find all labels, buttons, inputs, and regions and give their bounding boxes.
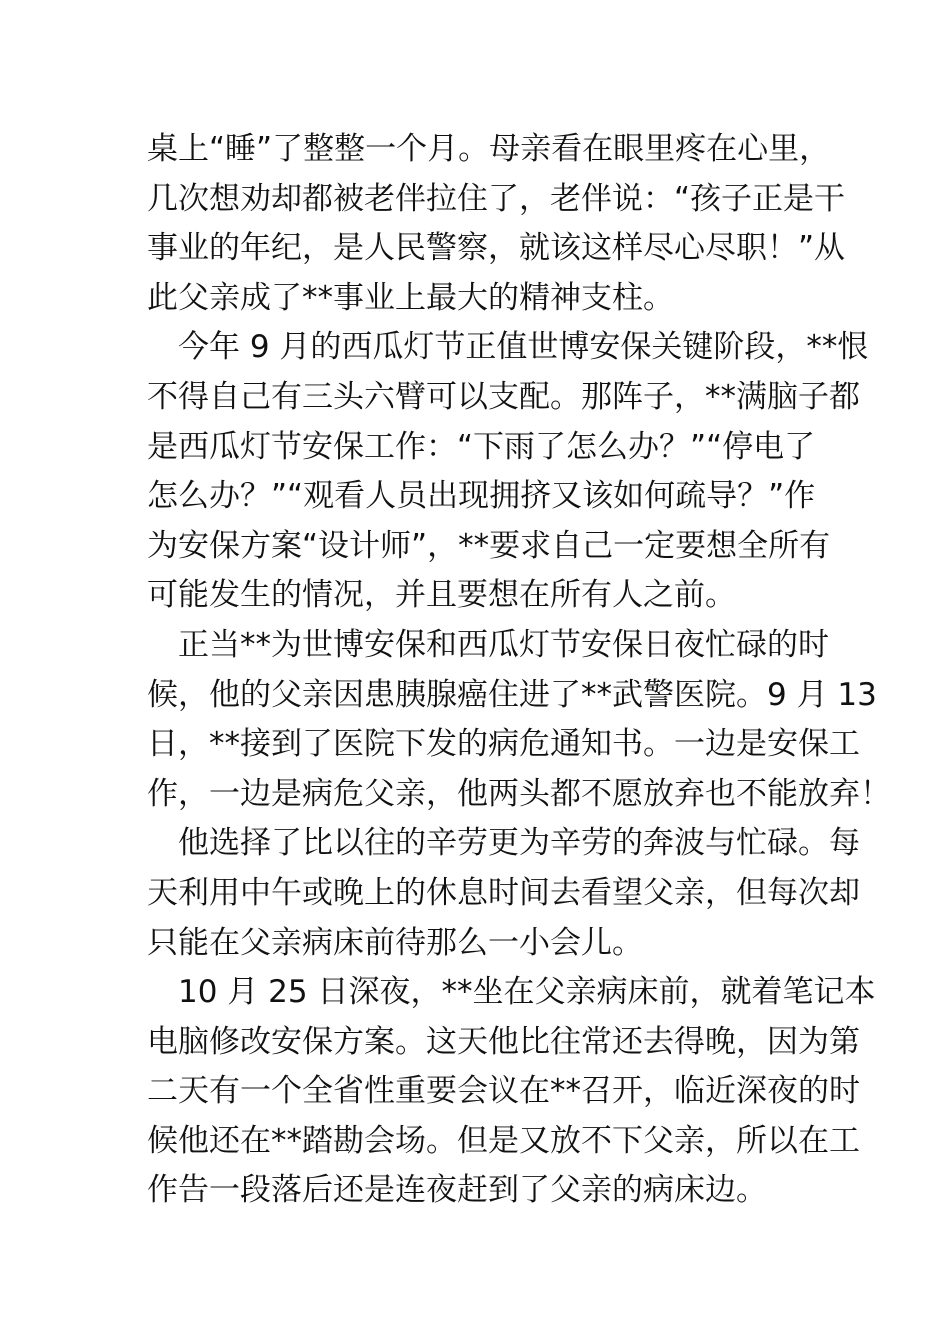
document-body <box>147 125 891 1216</box>
paragraph-4 <box>147 819 860 968</box>
text-line: 候他还在**踏勘会场。但是又放不下父亲，所以在工 <box>147 1122 860 1159</box>
text-line: 二天有一个全省性重要会议在**召开，临近深夜的时 <box>147 1073 860 1110</box>
text-line: 他选择了比以往的辛劳更为辛劳的奔波与忙碌。每 <box>147 825 860 862</box>
text-line: 今年 9 月的西瓜灯节正值世博安保关键阶段，**恨 <box>147 329 869 366</box>
text-line: 作，一边是病危父亲，他两头都不愿放弃也不能放弃！ <box>147 775 891 812</box>
text-line: 日，**接到了医院下发的病危通知书。一边是安保工 <box>147 726 860 763</box>
text-line: 正当**为世博安保和西瓜灯节安保日夜忙碌的时 <box>147 626 829 663</box>
text-line: 10 月 25 日深夜，**坐在父亲病床前，就着笔记本 <box>147 974 876 1011</box>
text-line: 不得自己有三头六臂可以支配。那阵子，**满脑子都 <box>147 378 860 415</box>
text-line: 电脑修改安保方案。这天他比往常还去得晚，因为第 <box>147 1023 860 1060</box>
text-line: 几次想劝却都被老伴拉住了，老伴说：“孩子正是干 <box>147 180 846 217</box>
text-line: 作告一段落后还是连夜赶到了父亲的病床边。 <box>147 1172 767 1209</box>
paragraph-5 <box>147 968 876 1216</box>
text-line: 怎么办？”“观看人员出现拥挤又该如何疏导？”作 <box>147 478 816 515</box>
text-line: 是西瓜灯节安保工作：“下雨了怎么办？”“停电了 <box>147 428 816 465</box>
paragraph-3 <box>147 621 891 819</box>
text-line: 候，他的父亲因患胰腺癌住进了**武警医院。9 月 13 <box>147 676 877 713</box>
text-line: 桌上“睡”了整整一个月。母亲看在眼里疼在心里， <box>147 131 831 167</box>
text-line: 事业的年纪，是人民警察，就该这样尽心尽职！”从 <box>147 230 846 267</box>
text-line: 只能在父亲病床前待那么一小会儿。 <box>147 924 643 961</box>
text-line: 天利用中午或晚上的休息时间去看望父亲，但每次却 <box>147 874 860 911</box>
text-line: 此父亲成了**事业上最大的精神支柱。 <box>147 279 674 316</box>
text-line: 可能发生的情况，并且要想在所有人之前。 <box>147 577 736 614</box>
paragraph-1 <box>147 125 846 323</box>
text-line: 为安保方案“设计师”，**要求自己一定要想全所有 <box>147 527 831 564</box>
paragraph-2 <box>147 323 869 621</box>
